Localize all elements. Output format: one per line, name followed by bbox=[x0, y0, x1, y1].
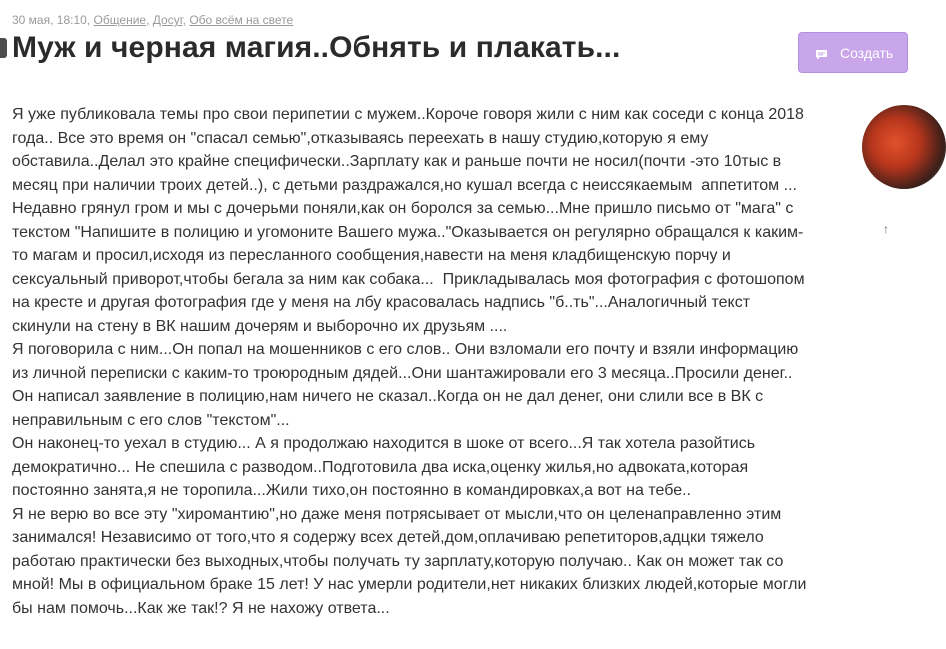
post-line: демократично... Не спешила с разводом..Подготовила два иска,оценку жилья,но адвоката,которая bbox=[12, 458, 749, 476]
create-topic-button[interactable] bbox=[798, 32, 908, 73]
post-line: то магам и просил,исходя из пересланного сообщения,навести на меня кладбищенскую порчу и bbox=[12, 247, 731, 264]
post-line: работаю практически без выходных,чтобы получать ту зарплату,которую получаю.. Как он может так со bbox=[12, 552, 784, 570]
category-link-dosug[interactable]: Досуг, bbox=[152, 13, 186, 27]
post-line: Я поговорила с ним...Он попал на мошенников с его слов.. Они взломали его почту и взяли информацию bbox=[12, 341, 799, 358]
post-line: Он наконец-то уехал в студию... А я продолжаю находится в шоке от всего...Я так хотела разойтись bbox=[12, 435, 756, 452]
post-meta bbox=[12, 13, 293, 27]
post-line: неправильным с его слов "текстом"... bbox=[12, 411, 290, 429]
post-line: Я уже публиковала темы про свои перипетии с мужем..Короче говоря жили с ним как соседи с конца 2018 bbox=[12, 106, 804, 123]
category-link-obshchenie[interactable]: Общение, bbox=[93, 13, 150, 27]
post-line: сексуальный приворот,чтобы бегала за ним как собака... Прикладывалась моя фотография с фотошопом bbox=[12, 270, 805, 288]
post-line: бы нам помочь...Как же так!? Я не нахожу ответа... bbox=[12, 599, 390, 617]
create-topic-label: Создать bbox=[840, 44, 894, 61]
post-line: мной! Мы в официальном браке 15 лет! У нас умерли родители,нет никаких близких людей,которые могли bbox=[12, 576, 807, 593]
post-line: Недавно грянул гром и мы с дочерьми поняли,как он боролся за семью...Мне пришло письмо от "мага" с bbox=[12, 200, 794, 217]
post-line: на кресте и другая фотография где у меня на лбу красовалась надпись "б..ть"...Аналогичный текст bbox=[12, 294, 751, 311]
back-tab-icon[interactable] bbox=[0, 38, 7, 58]
post-line: месяц при наличии троих детей..), с детьми раздражался,но кушал всегда с неиссякаемым аппетитом ... bbox=[12, 176, 797, 194]
post-line: из личной переписки с каким-то троюродным дядей...Они шантажировали его 3 месяца..Просили денег.. bbox=[12, 364, 793, 382]
post-line: Он написал заявление в полицию,нам ничего не сказал..Когда он не дал денег, они слили все в ВК с bbox=[12, 388, 764, 405]
post-line: скинули на стену в ВК нашим дочерям и выборочно их друзьям .... bbox=[12, 317, 508, 335]
chat-bubble-icon bbox=[815, 47, 828, 58]
user-avatar[interactable] bbox=[862, 105, 946, 189]
post-line: Я не верю во все эту "хиромантию",но даже меня потрясывает от мысли,что он целенаправленно этим bbox=[12, 505, 782, 523]
post-line: года.. Все это время он "спасал семью",отказываясь переехать в нашу студию,которую я ему bbox=[12, 129, 709, 147]
side-mark: ↑ bbox=[883, 222, 889, 236]
post-body bbox=[12, 103, 857, 620]
post-line: постоянно занята,я не торопила...Жили тихо,он постоянно в командировках,а вот на тебе.. bbox=[12, 482, 691, 499]
category-link-obo-vsem[interactable]: Обо всём на свете bbox=[189, 13, 294, 27]
post-line: занимался! Независимо от того,что я содержу всех детей,дом,оплачиваю репетиторов,адцки тяжело bbox=[12, 529, 764, 546]
post-line: обставила..Делал это крайне специфически..Зарплату как и раньше почти не носил(почти -это 10тыс в bbox=[12, 153, 782, 170]
page-title: Муж и черная магия..Обнять и плакать... bbox=[12, 31, 621, 64]
post-date: 30 мая, 18:10, bbox=[12, 13, 91, 27]
post-line: текстом "Напишите в полицию и угомоните Вашего мужа.."Оказывается он регулярно обращался к каким- bbox=[12, 223, 804, 241]
